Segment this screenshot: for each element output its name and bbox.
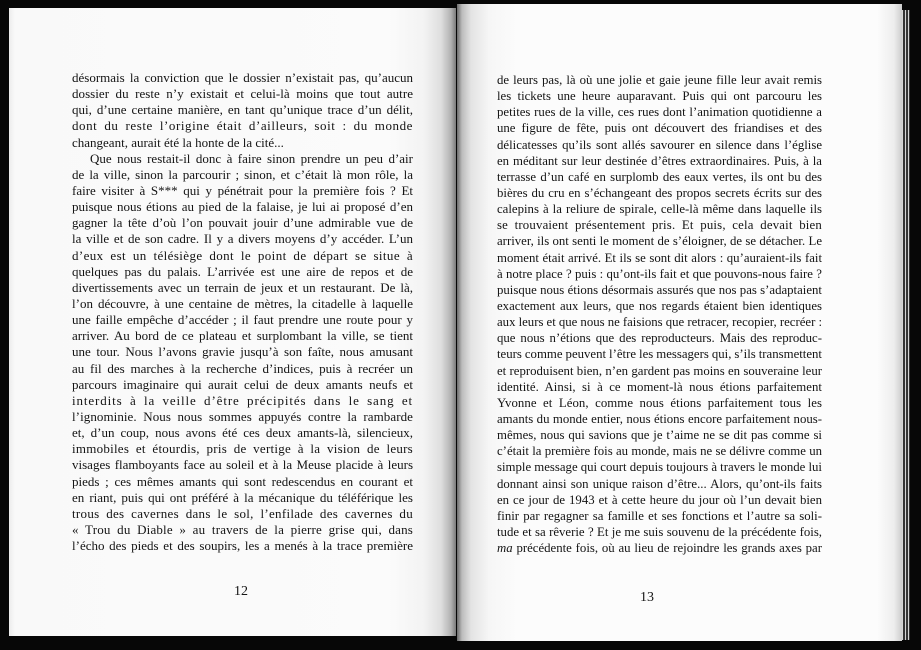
text-line: visages flamboyants face au soleil et à la Meuse placide à leurs	[72, 457, 413, 473]
text-line: mêmes, nous qui savions que je t’aime ne se dit pas comme si	[497, 428, 822, 443]
text-line: se trouvaient présentement pris. Et puis, cela devait bien	[497, 218, 822, 233]
text-line: Yvonne et Léon, comme nous étions parfaitement tous les	[497, 395, 822, 410]
page-stack-edges	[902, 10, 910, 640]
text-line: en méditant sur leur destinée d’êtres extraordinaires. Puis, à la	[497, 153, 822, 168]
text-line: immobiles et étourdis, pris de vertige à la vision de leurs	[72, 441, 413, 457]
text-line: finir par regagner sa famille et ses fonctions et l’autre sa soli-	[497, 508, 822, 523]
text-line: de la ville, sinon la parcourir ; sinon, et c’était là mon rôle, la	[72, 166, 413, 182]
text-line: désormais la conviction que le dossier n’existait pas, qu’aucun	[72, 70, 413, 85]
right-page	[457, 4, 902, 641]
text-line: calepins à la reliure de spirale, celle-là même dans laquelle ils	[497, 202, 822, 217]
text-line: une faille empêche d’accéder ; il faut prendre une route pour y	[72, 312, 413, 328]
text-line: terrasse d’un café en surplomb des eaux vertes, ils ont bu des	[497, 169, 822, 184]
text-line: et reproduisent bien, n’en gardent pas moins en souveraine leur	[497, 363, 822, 378]
text-line: pieds ; ces mêmes amants qui sont redescendus en courant et	[72, 473, 413, 489]
text-line: les tickets une heure auparavant. Puis qui ont parcouru les	[497, 89, 822, 104]
text-line: la ville et de son cadre. Il y a divers moyens d’y accéder. L’un	[72, 231, 413, 247]
text-line: puisque nous étions au pied de la falaise, je lui ai proposé d’en	[72, 199, 413, 215]
text-line: divertissements avec un terrain de jeux et un restaurant. De là,	[72, 279, 413, 295]
text-line: amants du monde entier, nous étions encore parfaitement nous-	[497, 411, 822, 426]
text-line: interdits à la veille d’être précipités dans le sang et	[72, 392, 413, 408]
text-line: que nous n’étions que des reproducteurs. Mais des reproduc-	[497, 331, 822, 346]
text-line: simple message qui court depuis toujours à travers le monde lui	[497, 460, 822, 475]
text-line: exactement aux leurs, que nos regards étaient bien identiques	[497, 298, 822, 313]
text-line: donnant ainsi son unique raison d’être... Alors, qu’ont-ils faits	[497, 476, 822, 491]
text-line: tude et sa rêverie ? Et je me suis souvenu de la précédente fois,	[497, 524, 822, 539]
text-line: petites rues de la ville, ces rues dont l’animation quotidienne a	[497, 105, 822, 120]
text-line: c’était la première fois au monde, mais ne se délivre comme un	[497, 444, 822, 459]
text-line: teurs comme peuvent l’être les messagers qui, s’ils transmettent	[497, 347, 822, 362]
text-line: en riant, puis qui ont préféré à la mécanique du téléférique les	[72, 489, 413, 505]
text-line	[497, 540, 822, 556]
text-line: arriver. Au bord de ce plateau et surplombant la ville, se tient	[72, 328, 413, 344]
text-line: changeant, aurait été la honte de la cité...	[72, 134, 284, 150]
text-line: l’écho des pieds et des soupirs, les a menés à la trace première	[72, 538, 413, 554]
page-number: 13	[640, 590, 654, 605]
text-line: dossier du reste n’y existait et celui-là moins que tout autre	[72, 86, 413, 102]
text-line: une figure de fête, puis ont découvert des friandises et des	[497, 121, 822, 136]
text-line: et, d’un coup, nous avons été ces deux amants-là, silencieux,	[72, 425, 413, 441]
text-line: l’on découvre, à une centaine de mètres, la citadelle à laquelle	[72, 295, 413, 311]
left-page-text	[72, 70, 413, 554]
text-line: de leurs pas, là où une jolie et gaie jeune fille leur avait remis	[497, 73, 822, 87]
text-line: Que nous restait-il donc à faire sinon prendre un peu d’air	[90, 150, 413, 166]
text-line: bières du cru en s’échangeant des propos secrets écrits sur des	[497, 185, 822, 200]
text-line: puisque nous étions désormais assurés que nos pas s’adaptaient	[497, 282, 822, 297]
text-line: « Trou du Diable » au travers de la pierre grise qui, dans	[72, 521, 413, 537]
text-line: trous des cavernes dans le sol, l’enfilade des cavernes du	[72, 505, 413, 521]
left-page	[9, 8, 456, 636]
text-line: identité. Ainsi, si à ce moment-là nous étions parfaitement	[497, 379, 822, 394]
text-line: gagner la tête d’où l’on pouvait jouir d’une admirable vue de	[72, 215, 413, 231]
text-line: qui, d’une certaine manière, en tant qu’unique trace d’un délit,	[72, 102, 413, 118]
text-line: aux leurs et que nous ne faisions que retracer, recopier, recréer :	[497, 315, 822, 330]
text-line: dont du reste l’origine était d’ailleurs, soit : du monde	[72, 118, 413, 134]
text-line: l’ignominie. Nous nous sommes appuyés contre la rambarde	[72, 408, 413, 424]
page-number: 12	[234, 584, 248, 599]
text-line: arriver, ils ont senti le moment de s’éloigner, de se détacher. Le	[497, 234, 822, 249]
text-line: quelques pas du palais. L’arrivée est une aire de repos et de	[72, 263, 413, 279]
text-line: faire visiter à S*** qui y pénétrait pour la première fois ? Et	[72, 182, 413, 198]
text-line: parcours imaginaire qui aurait celui de deux amants neufs et	[72, 376, 413, 392]
text-line: à notre place ? puis : qu’ont-ils fait et que pouvons-nous faire ?	[497, 266, 822, 281]
text-line: en ce jour de 1943 et à cette heure du jour où l’un devait bien	[497, 492, 822, 507]
text-line: au fil des marches à la recherche d’indices, puis à recréer un	[72, 360, 413, 376]
text-line: moment était arrivé. Et ils se sont dit alors : qu’auraient-ils fait	[497, 250, 822, 265]
text-line: une tour. Nous l’avons gravie jusqu’à son faîte, nous amusant	[72, 344, 413, 360]
line-text: précédente fois, où au lieu de rejoindre les grands axes par	[516, 541, 823, 556]
emphasized-word: ma	[497, 541, 513, 556]
text-line: d’eux est un télésiège dont le point de départ se situe à	[72, 247, 413, 263]
right-page-text	[497, 72, 822, 556]
text-line: délicatesses qu’ils sont allés savourer en silence dans l’église	[497, 137, 822, 152]
